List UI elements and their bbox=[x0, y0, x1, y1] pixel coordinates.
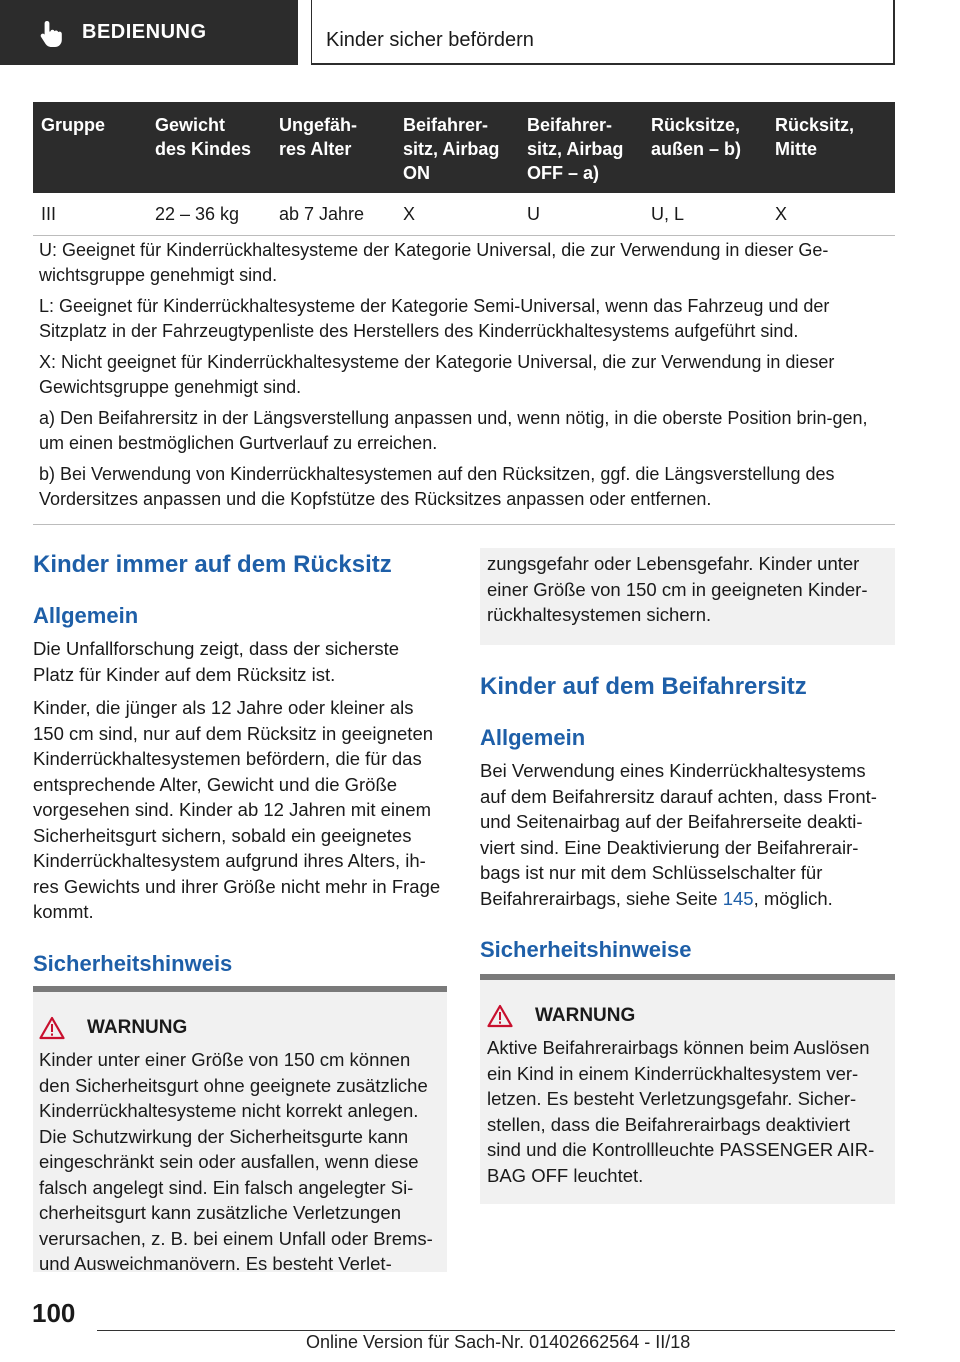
table-cell: X bbox=[767, 193, 895, 236]
col-header-rear-middle: Rücksitz, Mitte bbox=[767, 102, 895, 193]
warning-triangle-icon bbox=[39, 1016, 65, 1040]
section-heading: Kinder immer auf dem Rücksitz bbox=[33, 551, 392, 578]
warning-box-continued bbox=[480, 548, 895, 645]
table-row bbox=[33, 193, 895, 236]
table-cell: X bbox=[395, 193, 519, 236]
col-header-airbag-off: Beifahrer- sitz, Airbag OFF – a) bbox=[519, 102, 643, 193]
note-u: U: Geeignet für Kinderrückhaltesysteme der Kategorie Universal, die zur Verwendung in dieser Ge-wichtsgruppe genehmigt sind. bbox=[39, 240, 829, 285]
col-header-weight: Gewicht des Kindes bbox=[147, 102, 271, 193]
note-l: L: Geeignet für Kinderrückhaltesysteme der Kategorie Semi-Universal, wenn das Fahrzeug und der Sitzplatz in der Fahrzeugtypenliste des Herstellers des Kinderrückhaltesystems aufgeführt sind. bbox=[39, 296, 830, 341]
paragraph: Bei Verwendung eines Kinderrückhaltesystems auf dem Beifahrersitz darauf achten, dass Front- und Seitenairbag auf der Beifahrerseite deakti-viert sind. Eine Deaktivierung der Beifahrerair-bags ist nur mit dem Schlüsselschalter für Beifahrerairbags, siehe Seite 145, möglich. bbox=[480, 760, 877, 909]
table-cell: III bbox=[33, 193, 147, 236]
section-tab bbox=[0, 0, 298, 65]
warning-bar bbox=[480, 974, 895, 980]
chapter-title: Kinder sicher befördern bbox=[326, 29, 534, 51]
warning-bar bbox=[33, 986, 447, 992]
page-link[interactable]: 145 bbox=[722, 887, 754, 909]
note-a: a) Den Beifahrersitz in der Längsverstellung anpassen und, wenn nötig, in die oberste Position brin-gen, um einen bestmöglichen Gurtverlauf zu erreichen. bbox=[39, 408, 868, 453]
warning-text: zungsgefahr oder Lebensgefahr. Kinder unter einer Größe von 150 cm in geeigneten Kinder-rückhaltesystemen sichern. bbox=[487, 553, 868, 625]
left-column bbox=[33, 550, 445, 976]
child-seat-table bbox=[33, 102, 895, 236]
page-number: 100 bbox=[32, 1298, 76, 1328]
safety-heading: Sicherheitshinweise bbox=[480, 937, 692, 962]
warning-box bbox=[480, 974, 895, 1204]
warning-text: Kinder unter einer Größe von 150 cm können den Sicherheitsgurt ohne geeignete zusätzliche Kinderrückhaltesysteme nicht korrekt anlegen. Die Schutzwirkung der Sicherheitsgurte kann eingeschränkt sein oder ausfallen, wenn diese falsch angelegt sind. Ein falsch angelegter Si-cherheitsgurt kann zusätzliche Verletzungen verursachen, z. B. bei einem Unfall oder Brems- und Ausweichmanövern. Es besteht Verlet- bbox=[39, 1049, 433, 1274]
table-cell: ab 7 Jahre bbox=[271, 193, 395, 236]
table-cell: U, L bbox=[643, 193, 767, 236]
subheading: Allgemein bbox=[33, 603, 139, 628]
table-notes bbox=[39, 238, 889, 518]
safety-heading: Sicherheitshinweis bbox=[33, 950, 233, 976]
col-header-rear-outer: Rücksitze, außen – b) bbox=[643, 102, 767, 193]
col-header-age: Ungefäh- res Alter bbox=[271, 102, 395, 193]
footer-rule bbox=[97, 1330, 895, 1331]
chapter-header bbox=[311, 0, 895, 65]
footer-text: Online Version für Sach-Nr. 01402662564 - II/18 bbox=[306, 1332, 691, 1352]
table-cell: 22 – 36 kg bbox=[147, 193, 271, 236]
warning-text: Aktive Beifahrerairbags können beim Auslösen ein Kind in einem Kinderrückhaltesystem ver-letzen. Es besteht Verletzungsgefahr. Sicher-stellen, dass die Beifahrerairbags deaktiviert sind und die Kontrollleuchte PASSENGER AIR-BAG OFF leuchtet. bbox=[487, 1037, 875, 1186]
divider bbox=[33, 524, 895, 525]
warning-title: WARNUNG bbox=[535, 1005, 636, 1026]
hand-pointer-icon bbox=[36, 18, 66, 48]
warning-header bbox=[39, 1016, 441, 1040]
subheading: Allgemein bbox=[480, 725, 586, 750]
col-header-airbag-on: Beifahrer- sitz, Airbag ON bbox=[395, 102, 519, 193]
warning-header bbox=[487, 1004, 887, 1028]
right-column bbox=[480, 672, 892, 963]
col-header-group: Gruppe bbox=[33, 102, 147, 193]
table-header-row bbox=[33, 102, 895, 193]
note-x: X: Nicht geeignet für Kinderrückhaltesysteme der Kategorie Universal, die zur Verwendung in dieser Gewichtsgruppe genehmigt sind. bbox=[39, 352, 835, 397]
section-heading: Kinder auf dem Beifahrersitz bbox=[480, 673, 807, 700]
warning-title: WARNUNG bbox=[87, 1017, 188, 1038]
paragraph: Kinder, die jünger als 12 Jahre oder kleiner als 150 cm sind, nur auf dem Rücksitz in geeigneten Kinderrückhaltesystemen befördern, die für das entsprechende Alter, Gewicht und die Größe vorgesehen sind. Kinder ab 12 Jahren mit einem Sicherheitsgurt sichern, sobald ein geeignetes Kinderrückhaltesystem aufgrund ihres Alters, ih-res Gewichts und ihrer Größe nicht mehr in Frage kommt. bbox=[33, 697, 441, 922]
table-cell: U bbox=[519, 193, 643, 236]
warning-box bbox=[33, 986, 447, 1272]
paragraph: Die Unfallforschung zeigt, dass der sicherste Platz für Kinder auf dem Rücksitz ist. bbox=[33, 638, 400, 685]
section-label: BEDIENUNG bbox=[82, 21, 207, 43]
note-b: b) Bei Verwendung von Kinderrückhaltesystemen auf den Rücksitzen, ggf. die Längsverstellung des Vordersitzes anpassen und die Kopfstütze des Rücksitzes anpassen oder entfernen. bbox=[39, 464, 835, 509]
warning-triangle-icon bbox=[487, 1004, 513, 1028]
